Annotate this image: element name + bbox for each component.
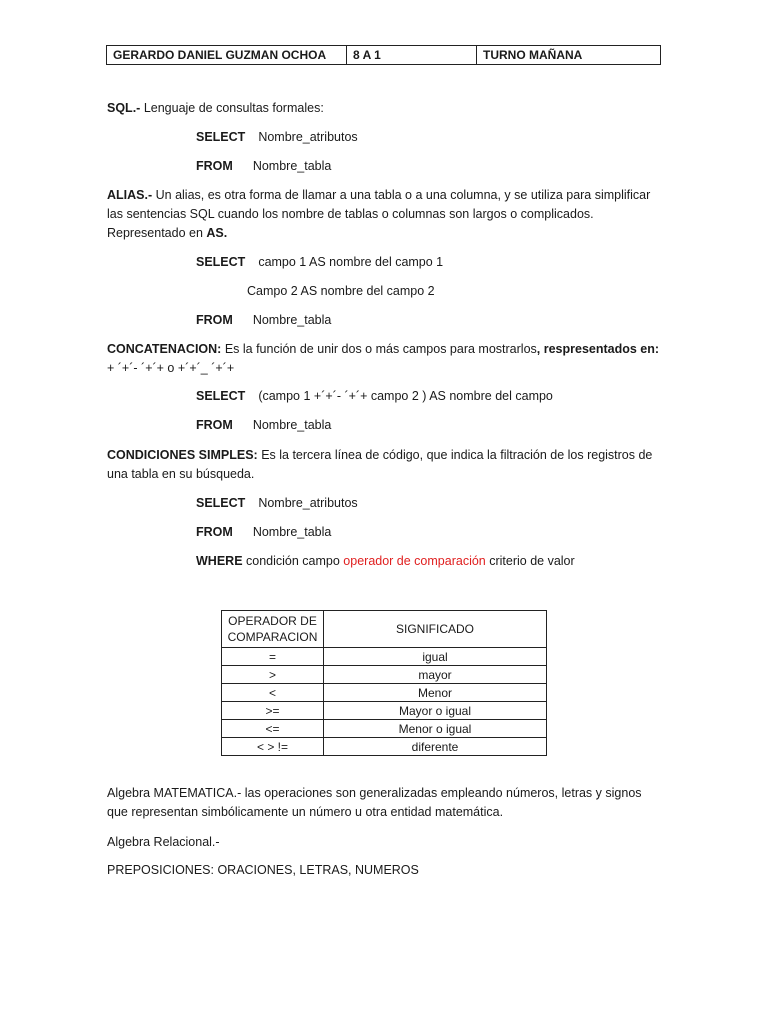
sql-from-line: FROM Nombre_tabla [196,159,332,173]
table-row [222,720,547,738]
meaning-cell: Mayor o igual [324,702,547,720]
conditions-from-line: FROM Nombre_tabla [196,525,332,539]
operator-cell: = [222,648,324,666]
meaning-cell: mayor [324,666,547,684]
operator-cell: <= [222,720,324,738]
table-row [222,648,547,666]
alias-definition: ALIAS.- Un alias, es otra forma de llamar a una tabla o a una columna, y se utiliza para simplificar las sentencias SQL cuando los nombre de tablas o columnas son largos o complicados. Representado en AS. [107,188,651,240]
student-shift: TURNO MAÑANA [483,48,583,62]
table-row [222,738,547,756]
table-header-meaning: SIGNIFICADO [324,611,547,648]
comparison-operator-highlight: operador de comparación [343,554,486,568]
conditions-select-line: SELECT Nombre_atributos [196,496,358,510]
algebra-matematica: Algebra MATEMATICA.- las operaciones son generalizadas empleando números, letras y signos que representan simbólicamente un número u otra entidad matemática. [107,786,642,819]
alias-from-line: FROM Nombre_tabla [196,313,332,327]
operator-cell: < [222,684,324,702]
comparison-operators-table [221,610,547,756]
student-name: GERARDO DANIEL GUZMAN OCHOA [107,46,347,64]
meaning-cell: Menor o igual [324,720,547,738]
operator-cell: < > != [222,738,324,756]
alias-select-line: SELECT campo 1 AS nombre del campo 1 [196,255,444,269]
table-row [222,702,547,720]
alias-second-line: Campo 2 AS nombre del campo 2 [247,284,435,298]
table-row [222,684,547,702]
sql-select-line: SELECT Nombre_atributos [196,130,358,144]
operator-cell: >= [222,702,324,720]
algebra-relacional: Algebra Relacional.- [107,835,220,849]
sql-definition: SQL.- Lenguaje de consultas formales: [107,101,324,115]
table-header-operator: OPERADOR DE COMPARACION [222,611,324,648]
meaning-cell: Menor [324,684,547,702]
student-group: 8 A 1 [347,46,477,64]
table-row [222,666,547,684]
meaning-cell: igual [324,648,547,666]
meaning-cell: diferente [324,738,547,756]
concat-select-line: SELECT (campo 1 +´+´- ´+´+ campo 2 ) AS nombre del campo [196,389,553,403]
concat-definition: CONCATENACION: Es la función de unir dos o más campos para mostrarlos, respresentados en: + ´+´- ´+´+ o +´+´_ ´+´+ [107,342,660,375]
conditions-definition: CONDICIONES SIMPLES: Es la tercera línea de código, que indica la filtración de los registros de una tabla en su búsqueda. [107,448,653,481]
header-table [106,45,661,65]
table-header-row [222,611,547,648]
conditions-where-line: WHERE condición campo operador de comparación criterio de valor [196,554,575,568]
operator-cell: > [222,666,324,684]
preposiciones: PREPOSICIONES: ORACIONES, LETRAS, NUMEROS [107,863,419,877]
concat-from-line: FROM Nombre_tabla [196,418,332,432]
